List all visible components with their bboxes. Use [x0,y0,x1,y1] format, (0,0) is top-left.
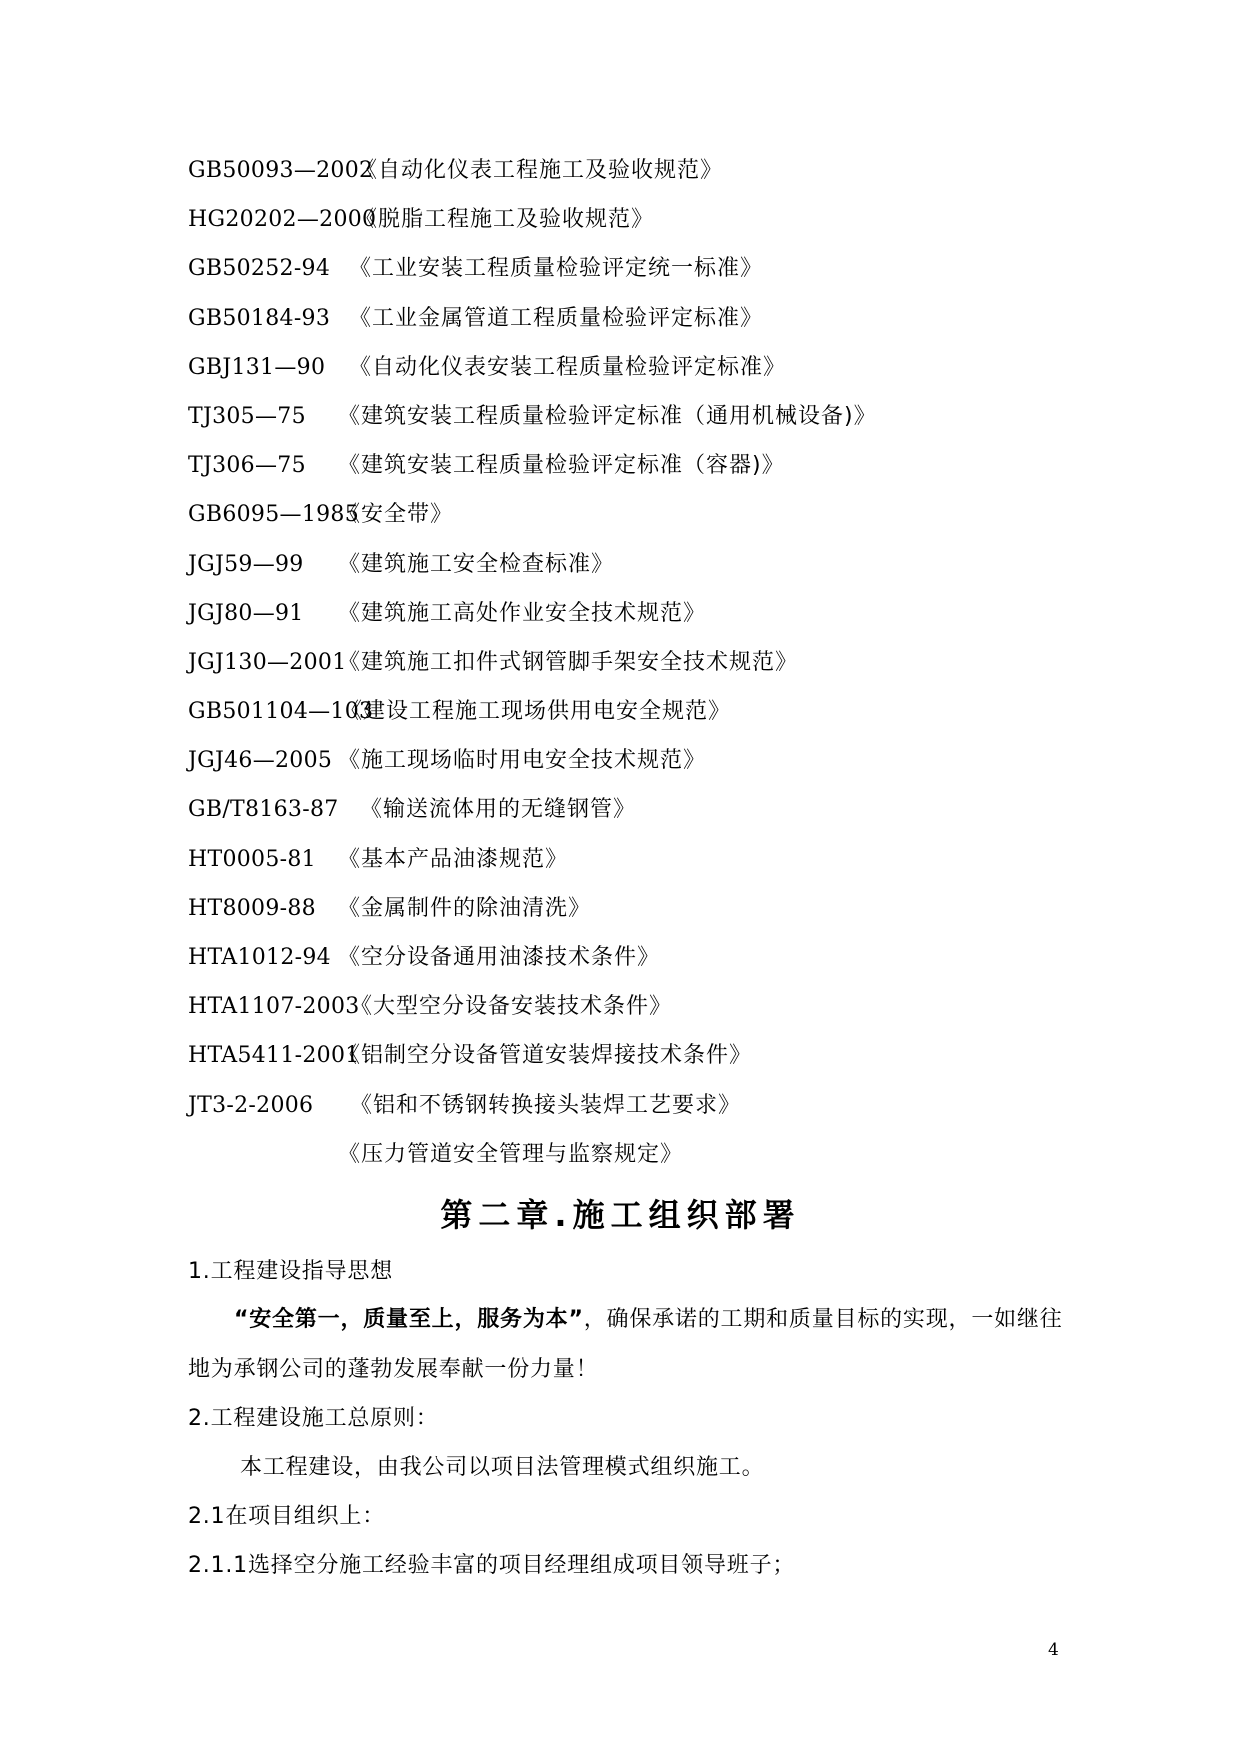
standard-row [188,253,1088,302]
standard-code: HTA1012-94 [188,945,331,970]
standard-code: JGJ46—2005 [188,748,333,774]
standard-code: JT3-2-2006 [188,1092,314,1118]
standard-title: 《工业安装工程质量检验评定统一标准》 [349,256,764,282]
standard-code: HG20202—2000 [188,207,377,233]
standard-row [188,598,1088,647]
standard-code: GB501104—103 [188,699,374,725]
standard-code: HT8009-88 [188,895,316,921]
standard-title: 《大型空分设备安装技术条件》 [350,994,673,1020]
standard-row [188,647,1088,696]
standard-code: HT0005-81 [188,846,316,872]
standard-title: 《建筑施工安全检查标准》 [338,551,615,577]
standard-title: 《建筑安装工程质量检验评定标准（通用机械设备)》 [338,403,877,429]
standard-row [188,1040,1088,1089]
standard-title: 《建筑施工扣件式钢管脚手架安全技术规范》 [338,649,799,675]
standard-code: TJ306—75 [188,453,306,479]
standard-row [188,991,1088,1040]
standard-code: GB50093—2002 [188,158,374,183]
standard-title: 《压力管道安全管理与监察规定》 [338,1141,684,1167]
standard-row [188,893,1088,942]
standard-title: 《建设工程施工现场供用电安全规范》 [340,699,732,725]
standard-title: 《空分设备通用油漆技术条件》 [338,945,661,970]
page-number: 4 [1048,1640,1059,1660]
standard-row [188,1090,1088,1139]
standard-title: 《建筑施工高处作业安全技术规范》 [338,600,707,626]
section-2-1-1-paragraph: 2.1.1选择空分施工经验丰富的项目经理组成项目领导班子； [188,1553,796,1578]
chapter-title: 第二章.施工组织部署 [440,1196,801,1234]
standard-code: GB50252-94 [188,256,331,282]
section-2-paragraph: 本工程建设，由我公司以项目法管理模式组织施工。 [240,1455,765,1480]
standard-title: 《基本产品油漆规范》 [338,846,569,872]
standard-row [188,499,1088,548]
standard-row [188,204,1088,253]
standard-row [188,942,1088,991]
standard-row [188,155,1088,204]
standard-row [188,745,1088,794]
standard-code: GBJ131—90 [188,354,326,380]
standard-code: HTA1107-2003 [188,994,360,1020]
standard-title: 《铝制空分设备管道安装焊接技术条件》 [338,1043,753,1069]
standard-row [188,352,1088,401]
standard-code: JGJ59—99 [188,551,304,577]
standard-title: 《铝和不锈钢转换接头装焊工艺要求》 [350,1092,742,1118]
section-heading-1: 1.工程建设指导思想 [188,1259,393,1284]
section-1-paragraph [188,1295,1068,1395]
standard-title: 《输送流体用的无缝钢管》 [360,797,637,823]
standard-title: 《脱脂工程施工及验收规范》 [355,207,655,233]
standard-code: GB/T8163-87 [188,797,339,823]
standard-title: 《施工现场临时用电安全技术规范》 [338,748,707,774]
standard-row [188,450,1088,499]
standard-code: GB6095—1985 [188,502,360,528]
standard-row [188,696,1088,745]
section-heading-2-1: 2.1在项目组织上： [188,1504,385,1529]
standard-title: 《安全带》 [338,502,454,528]
standard-title: 《自动化仪表工程施工及验收规范》 [355,158,724,183]
standard-row [188,303,1088,352]
section-heading-2: 2.工程建设施工总原则： [188,1406,439,1431]
standard-title: 《金属制件的除油清洗》 [338,895,592,921]
standard-title: 《建筑安装工程质量检验评定标准（容器)》 [338,453,785,479]
standard-code: JGJ130—2001 [188,649,347,675]
standard-row [188,401,1088,450]
standard-code: JGJ80—91 [188,600,304,626]
standard-row [188,844,1088,893]
standard-title: 《工业金属管道工程质量检验评定标准》 [349,305,764,331]
standard-row [188,549,1088,598]
standard-code: GB50184-93 [188,305,331,331]
standard-title: 《自动化仪表安装工程质量检验评定标准》 [349,354,787,380]
standards-list [188,155,1088,1188]
motto-bold-text: “安全第一，质量至上，服务为本” [234,1307,584,1332]
standard-row [188,794,1088,843]
standard-code: TJ305—75 [188,403,306,429]
standard-code: HTA5411-2001 [188,1043,360,1069]
standard-row [188,1139,1088,1188]
section-1-body: ，确保承诺的工期和质量目标的实现，一如继往地为承钢公司的蓬勃发展奉献一份力量！ [188,1307,1063,1382]
